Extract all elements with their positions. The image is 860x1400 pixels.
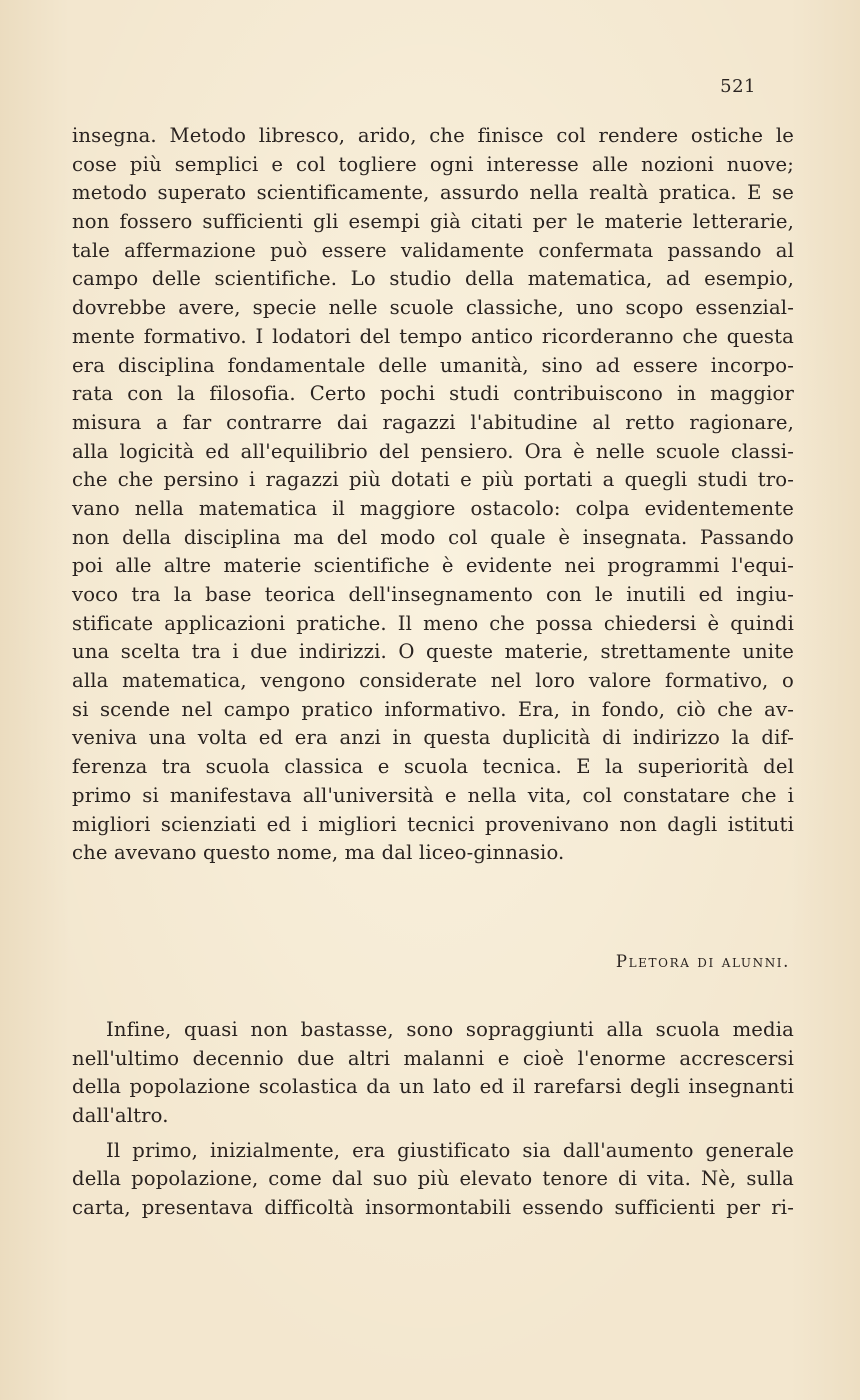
paragraph-mathematics xyxy=(72,122,794,868)
text-line: alla logicità ed all'equilibrio del pensiero. Ora è nelle scuole classi- xyxy=(72,439,794,463)
text-line: voco tra la base teorica dell'insegnamento con le inutili ed ingiu- xyxy=(72,583,794,606)
text-line: stificate applicazioni pratiche. Il meno che possa chiedersi è quindi xyxy=(72,611,794,635)
text-line: Infine, quasi non bastasse, sono sopraggiunti alla scuola media xyxy=(106,1018,794,1041)
text-line: cose più semplici e col togliere ogni interesse alle nozioni nuove; xyxy=(72,152,794,176)
text-line: poi alle altre materie scientifiche è evidente nei programmi l'equi- xyxy=(72,554,794,578)
text-line: campo delle scientifiche. Lo studio della matematica, ad esempio, xyxy=(72,267,794,291)
page-number: 521 xyxy=(720,76,756,97)
text-line: vano nella matematica il maggiore ostacolo: colpa evidentemente xyxy=(72,496,794,520)
text-line: non fossero sufficienti gli esempi già citati per le materie letterarie, xyxy=(72,210,794,234)
text-line: insegna. Metodo libresco, arido, che finisce col rendere ostiche le xyxy=(72,124,794,147)
text-line: carta, presentava difficoltà insormontabili essendo sufficienti per ri- xyxy=(72,1196,794,1220)
text-line: mente formativo. I lodatori del tempo antico ricorderanno che questa xyxy=(72,324,794,348)
text-line: primo si manifestava all'università e nella vita, col constatare che i xyxy=(72,783,794,807)
text-line: migliori scienziati ed i migliori tecnici provenivano non dagli istituti xyxy=(72,812,794,836)
text-line: che che persino i ragazzi più dotati e più portati a quegli studi tro- xyxy=(72,468,794,492)
text-line: tale affermazione può essere validamente confermata passando al xyxy=(72,238,794,262)
text-line: rata con la filosofia. Certo pochi studi contribuiscono in maggior xyxy=(72,382,794,406)
text-line: Il primo, inizialmente, era giustificato sia dall'aumento generale xyxy=(106,1138,794,1162)
text-line: non della disciplina ma del modo col quale è insegnata. Passando xyxy=(72,525,794,549)
text-line: della popolazione scolastica da un lato ed il rarefarsi degli insegnanti xyxy=(72,1075,794,1099)
text-line: una scelta tra i due indirizzi. O queste materie, strettamente unite xyxy=(72,640,794,664)
text-line: che avevano questo nome, ma dal liceo-ginnasio. xyxy=(72,841,565,865)
text-line: dall'altro. xyxy=(72,1104,169,1128)
text-line: alla matematica, vengono considerate nel loro valore formativo, o xyxy=(72,669,794,693)
text-line: misura a far contrarre dai ragazzi l'abitudine al retto ragionare, xyxy=(72,410,794,434)
section-heading: Pletora di alunni. xyxy=(615,952,790,971)
text-line: dovrebbe avere, specie nelle scuole classiche, uno scopo essenzial- xyxy=(72,296,794,320)
text-line: era disciplina fondamentale delle umanità, sino ad essere incorpo- xyxy=(72,353,794,377)
paragraph-enrollment xyxy=(72,1016,794,1223)
text-line: veniva una volta ed era anzi in questa duplicità di indirizzo la dif- xyxy=(72,726,794,750)
text-line: metodo superato scientificamente, assurdo nella realtà pratica. E se xyxy=(72,181,794,205)
text-line: nell'ultimo decennio due altri malanni e cioè l'enorme accrescersi xyxy=(72,1046,794,1070)
text-line: della popolazione, come dal suo più elevato tenore di vita. Nè, sulla xyxy=(72,1167,794,1191)
text-line: si scende nel campo pratico informativo. Era, in fondo, ciò che av- xyxy=(72,697,794,721)
text-line: ferenza tra scuola classica e scuola tecnica. E la superiorità del xyxy=(72,755,794,779)
